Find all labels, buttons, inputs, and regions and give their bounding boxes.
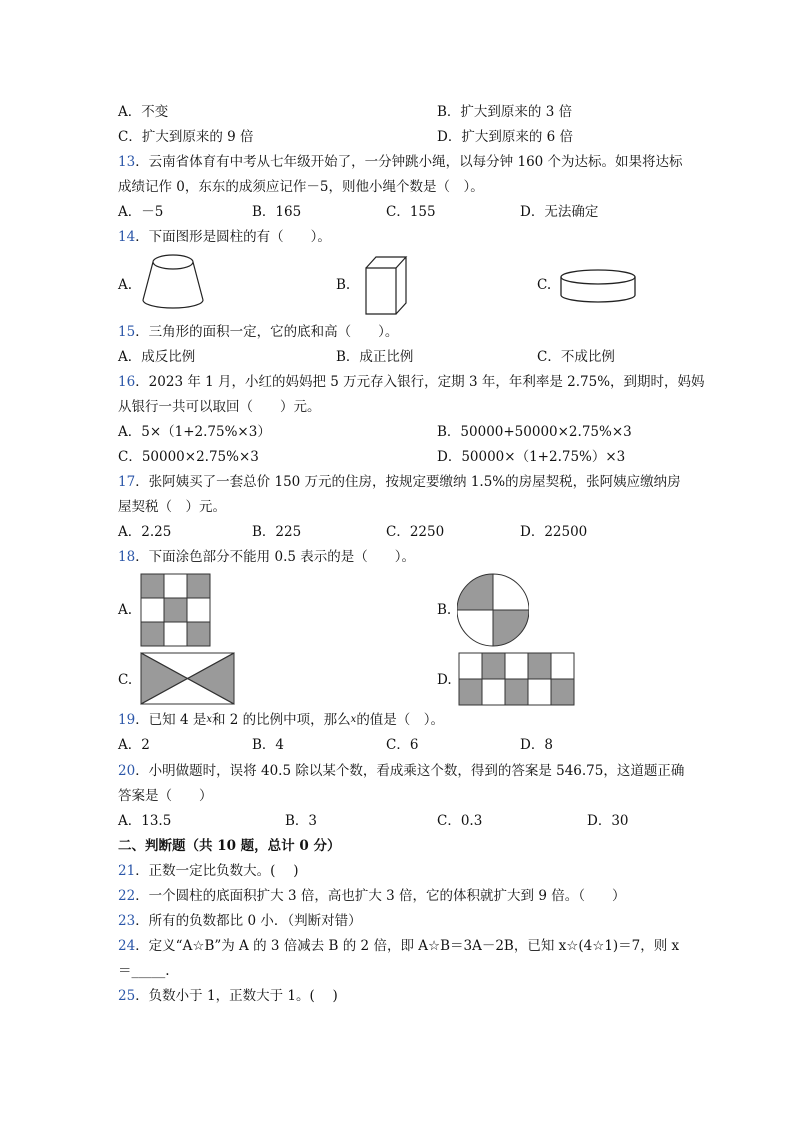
q13-option-b: B．165 (252, 204, 302, 220)
q17-text-line2: 屋契税（ ）元。 (118, 499, 226, 515)
q20-number: 20 (118, 763, 136, 779)
q17-text-line1: 17．张阿姨买了一套总价 150 万元的住房，按规定要缴纳 1.5%的房屋契税，张阿姨应缴纳房 (118, 474, 681, 490)
q15-number: 15 (118, 324, 136, 340)
q19-option-d: D．8 (520, 737, 553, 753)
q17-option-c: C．2250 (386, 524, 445, 540)
q14-label-a: A. (118, 277, 133, 293)
q14-label-b: B. (336, 277, 351, 293)
q20-option-a: A．13.5 (118, 813, 172, 829)
q13-option-a: A．－5 (118, 204, 164, 220)
q19-option-a: A．2 (118, 737, 150, 753)
q20-text-line1: 20．小明做题时，误将 40.5 除以某个数，看成乘这个数，得到的答案是 546.75，这道题正确 (118, 763, 685, 779)
q12-option-a: A．不变 (118, 104, 169, 120)
q16-option-d: D．50000×（1+2.75%）×3 (437, 449, 626, 465)
q16-text-line1: 16．2023 年 1 月，小红的妈妈把 5 万元存入银行，定期 3 年，年利率是 2.75%，到期时，妈妈 (118, 374, 705, 390)
grid-3x3-figure (140, 573, 212, 649)
q13-option-c: C．155 (386, 204, 436, 220)
q16-option-a: A．5×（1+2.75%×3） (118, 424, 271, 440)
q15-option-b: B．成正比例 (336, 349, 414, 365)
q13-number: 13 (118, 154, 136, 170)
grid-2x5-figure (458, 652, 576, 708)
q12-option-b: B．扩大到原来的 3 倍 (437, 104, 573, 120)
q20-option-c: C．0.3 (437, 813, 483, 829)
q17-number: 17 (118, 474, 136, 490)
q20-text-line2: 答案是（ ） (118, 788, 213, 804)
q14-label-c: C. (537, 277, 552, 293)
q14-number: 14 (118, 229, 136, 245)
q22-number: 22 (118, 888, 136, 904)
q15-option-c: C．不成比例 (537, 349, 615, 365)
q16-text-line2: 从银行一共可以取回（ ）元。 (118, 399, 321, 415)
q15-text: 15．三角形的面积一定，它的底和高（ ）。 (118, 324, 399, 340)
bowtie-rectangle-figure (140, 652, 237, 707)
q19-option-b: B．4 (252, 737, 285, 753)
q14-text: 14．下面图形是圆柱的有（ ）。 (118, 229, 331, 245)
q18-label-b: B. (437, 602, 452, 618)
q18-label-c: C. (118, 672, 133, 688)
q18-label-d: D. (437, 672, 452, 688)
q17-option-a: A．2.25 (118, 524, 172, 540)
q20-option-d: D．30 (587, 813, 629, 829)
q16-option-b: B．50000+50000×2.75%×3 (437, 424, 632, 440)
variable-x: x (206, 714, 212, 725)
q18-label-a: A. (118, 602, 133, 618)
q24-text-line1: 24．定义“A☆B”为 A 的 3 倍减去 B 的 2 倍，即 A☆B＝3A－2B，已知 x☆(4☆1)＝7，则 x (118, 938, 680, 954)
q19-text: 19．已知 4 是x和 2 的比例中项，那么x的值是（ ）。 (118, 712, 445, 728)
q24-number: 24 (118, 938, 136, 954)
q17-option-b: B．225 (252, 524, 302, 540)
q17-option-d: D．22500 (520, 524, 588, 540)
q19-option-c: C．6 (386, 737, 419, 753)
cuboid-figure (362, 254, 412, 318)
q25-number: 25 (118, 988, 136, 1004)
q16-number: 16 (118, 374, 136, 390)
q21-number: 21 (118, 863, 136, 879)
q22-text: 22．一个圆柱的底面积扩大 3 倍，高也扩大 3 倍，它的体积就扩大到 9 倍。（ ） (118, 888, 626, 904)
section-heading: 二、判断题（共 10 题，总计 0 分） (118, 838, 341, 854)
q25-text: 25．负数小于 1，正数大于 1。( ) (118, 988, 338, 1004)
q13-text-line1: 13．云南省体育有中考从七年级开始了，一分钟跳小绳，以每分钟 160 个为达标。如果将达标 (118, 154, 683, 170)
quartered-circle-figure (457, 572, 529, 648)
frustum-figure (138, 252, 208, 314)
q13-text-line2: 成绩记作 0，东东的成须应记作－5，则他小绳个数是（ ）。 (118, 179, 484, 195)
q12-option-c: C．扩大到原来的 9 倍 (118, 129, 254, 145)
q21-text: 21．正数一定比负数大。( ) (118, 863, 299, 879)
q13-option-d: D．无法确定 (520, 204, 599, 220)
q20-option-b: B．3 (285, 813, 318, 829)
q18-number: 18 (118, 549, 136, 565)
q16-option-c: C．50000×2.75%×3 (118, 449, 259, 465)
cylinder-figure (558, 268, 638, 306)
q12-option-d: D．扩大到原来的 6 倍 (437, 129, 573, 145)
q15-option-a: A．成反比例 (118, 349, 196, 365)
variable-x: x (350, 714, 357, 725)
q24-text-line2: ＝_____. (118, 963, 170, 979)
q23-number: 23 (118, 913, 136, 929)
q19-number: 19 (118, 712, 136, 728)
q23-text: 23．所有的负数都比 0 小．（判断对错） (118, 913, 362, 929)
q18-text: 18．下面涂色部分不能用 0.5 表示的是（ ）。 (118, 549, 415, 565)
